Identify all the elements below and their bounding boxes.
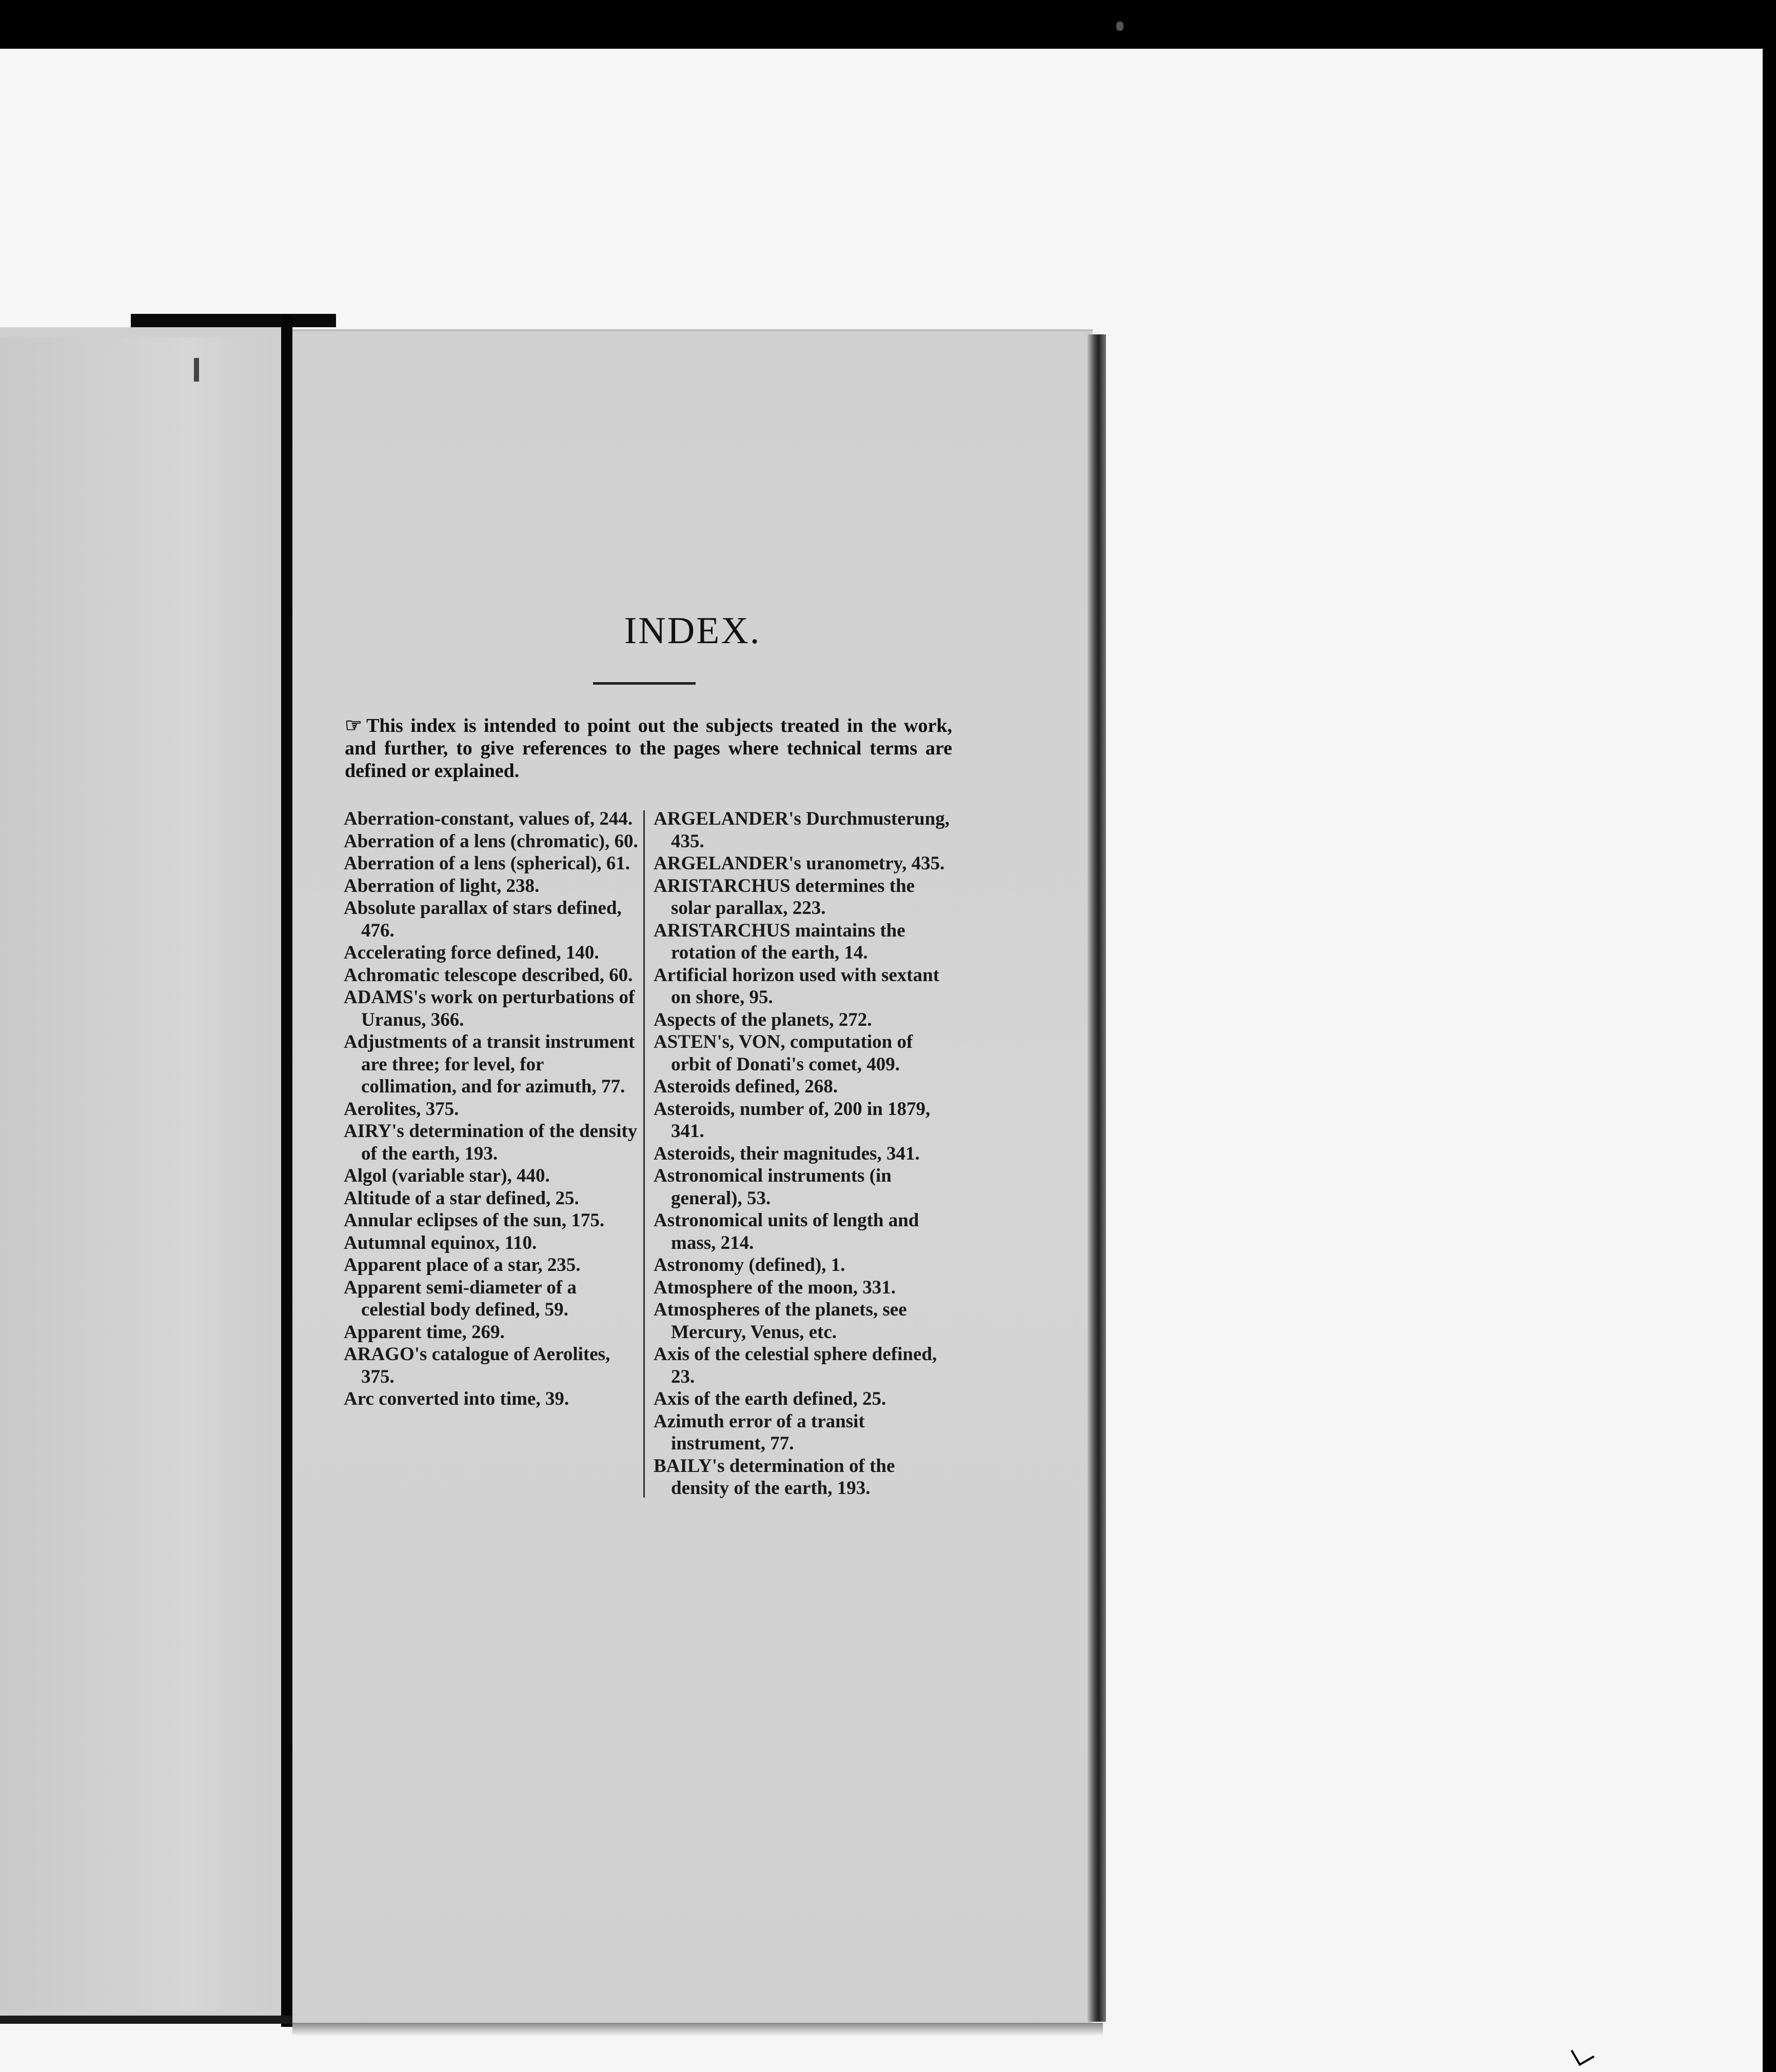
intro-text: This index is intended to point out the subjects treated in the work, and further, to give references to the pages where technical terms are defined or explained. bbox=[345, 715, 952, 782]
index-entry: Aberration of light, 238. bbox=[344, 875, 540, 896]
page-edge bbox=[1088, 334, 1106, 2022]
index-entry: Aberration of a lens (chromatic), 60. bbox=[344, 830, 638, 852]
index-entry: BAILY's determination of the density of the earth, 193. bbox=[654, 1455, 895, 1499]
index-entry: Altitude of a star defined, 25. bbox=[344, 1187, 579, 1209]
index-entry: ARGELANDER's uranometry, 435. bbox=[654, 853, 945, 874]
scan-border bbox=[1763, 0, 1776, 2072]
index-column-left bbox=[344, 808, 642, 1410]
index-entry: ARGELANDER's Durchmusterung, 435. bbox=[654, 808, 950, 852]
page-shadow bbox=[292, 2023, 1103, 2036]
index-entry: Apparent semi-diameter of a celestial body defined, 59. bbox=[344, 1277, 577, 1320]
intro-paragraph bbox=[345, 714, 952, 782]
index-entry: Astronomical units of length and mass, 214. bbox=[654, 1210, 919, 1253]
binding-top bbox=[131, 314, 336, 327]
index-entry: AIRY's determination of the density of the earth, 193. bbox=[344, 1121, 638, 1164]
index-entry: Apparent time, 269. bbox=[344, 1321, 505, 1343]
left-page bbox=[0, 327, 281, 2020]
title-rule bbox=[593, 682, 696, 685]
index-entry: Aberration-constant, values of, 244. bbox=[344, 808, 633, 829]
left-page-surface bbox=[0, 337, 272, 2010]
index-entry: Aspects of the planets, 272. bbox=[654, 1009, 872, 1030]
index-entry: Algol (variable star), 440. bbox=[344, 1165, 550, 1186]
index-entry: Axis of the celestial sphere defined, 23. bbox=[654, 1344, 937, 1387]
scan-speck bbox=[1116, 22, 1123, 31]
index-entry: Achromatic telescope described, 60. bbox=[344, 964, 633, 986]
page-title: INDEX. bbox=[624, 610, 761, 652]
left-page-mark bbox=[194, 358, 199, 382]
index-entry: Asteroids defined, 268. bbox=[654, 1076, 838, 1097]
index-entry: Axis of the earth defined, 25. bbox=[654, 1388, 886, 1409]
index-entry: Artificial horizon used with sextant on shore, 95. bbox=[654, 964, 940, 1008]
index-entry: Atmosphere of the moon, 331. bbox=[654, 1277, 896, 1298]
left-page-bottom-edge bbox=[0, 2016, 292, 2024]
index-entry: Arc converted into time, 39. bbox=[344, 1388, 569, 1409]
pointing-hand-icon: ☞ bbox=[345, 715, 363, 736]
index-entry: Atmospheres of the planets, see Mercury, Venus, etc. bbox=[654, 1299, 907, 1343]
index-entry: Astronomy (defined), 1. bbox=[654, 1254, 845, 1276]
index-entry: Azimuth error of a transit instrument, 77. bbox=[654, 1410, 865, 1454]
index-entry: Adjustments of a transit instrument are three; for level, for collimation, and for azimuth, 77. bbox=[344, 1031, 635, 1097]
index-entry: ARISTARCHUS determines the solar parallax, 223. bbox=[654, 875, 915, 919]
index-entry: Asteroids, their magnitudes, 341. bbox=[654, 1143, 920, 1164]
index-entry: ARISTARCHUS maintains the rotation of the earth, 14. bbox=[654, 920, 905, 963]
index-entry: ADAMS's work on perturbations of Uranus, 366. bbox=[344, 987, 635, 1030]
index-entry: Annular eclipses of the sun, 175. bbox=[344, 1210, 605, 1231]
index-entry: Accelerating force defined, 140. bbox=[344, 942, 599, 963]
index-entry: Autumnal equinox, 110. bbox=[344, 1232, 537, 1253]
index-entry: Aerolites, 375. bbox=[344, 1098, 459, 1120]
column-divider bbox=[643, 810, 645, 1498]
index-entry: ASTEN's, VON, computation of orbit of Donati's comet, 409. bbox=[654, 1031, 913, 1075]
index-entry: Absolute parallax of stars defined, 476. bbox=[344, 898, 622, 941]
index-entry: ARAGO's catalogue of Aerolites, 375. bbox=[344, 1344, 610, 1387]
index-entry: Astronomical instruments (in general), 53. bbox=[654, 1165, 892, 1209]
book-spine bbox=[281, 314, 292, 2027]
index-column-right bbox=[654, 808, 952, 1500]
index-entry: Aberration of a lens (spherical), 61. bbox=[344, 853, 630, 874]
index-entry: Asteroids, number of, 200 in 1879, 341. bbox=[654, 1098, 931, 1142]
index-entry: Apparent place of a star, 235. bbox=[344, 1254, 581, 1276]
